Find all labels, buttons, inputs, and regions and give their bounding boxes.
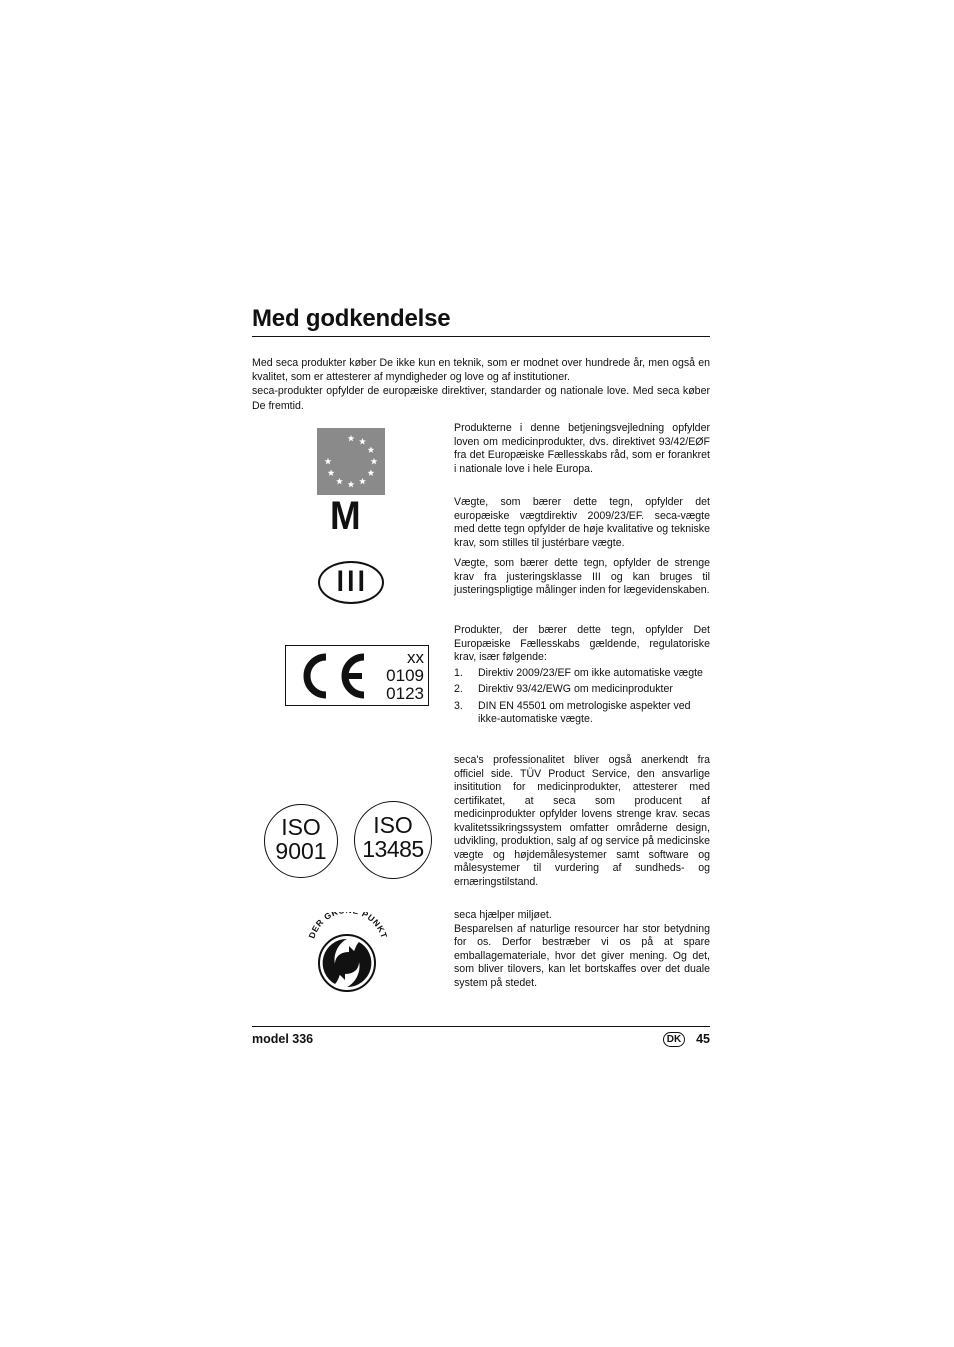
list-number: 1.	[454, 666, 463, 679]
environment-section-text: Besparelsen af naturlige resourcer har stor betydning for os. Derfor bestræber vi os på at spare emballagemateriale, hvor det giver mening. Og det, som bliver tilovers, kan let bortskaffes over det duale system på stedet.	[454, 922, 710, 989]
list-text: Direktiv 93/42/EWG om medicinprodukter	[478, 683, 673, 695]
ce-section	[454, 624, 710, 730]
iso-number: 9001	[275, 838, 327, 864]
footer-page-info	[663, 1031, 710, 1051]
intro-paragraph: seca-produkter opfylder de europæiske direktiver, standarder og nationale love. Med seca køber De fremtid.	[252, 385, 710, 412]
iso-label: ISO	[373, 812, 413, 838]
eu-flag-icon	[317, 428, 385, 495]
page-number: 45	[696, 1032, 710, 1046]
accuracy-class-three-mark	[318, 561, 384, 604]
ce-section-text: Produkter, der bærer dette tegn, opfylder Det Europæiske Fællesskabs gældende, regulatoriske krav, især følgende:	[454, 624, 710, 663]
class-three-section	[454, 557, 710, 598]
list-text: DIN EN 45501 om metrologiske aspekter ved ikke-automatiske vægte.	[478, 699, 691, 725]
metrology-section-text: Vægte, som bærer dette tegn, opfylder det europæiske vægtdirektiv 2009/23/EF. seca-vægte med dette tegn opfylder de høje kvalitative og tekniske krav, som stilles til justérbare vægte.	[454, 496, 710, 549]
iso-number: 13485	[362, 836, 424, 862]
list-item	[454, 683, 710, 697]
title-divider	[252, 336, 710, 337]
metrology-section	[454, 496, 710, 550]
environment-heading: seca hjælper miljøet.	[454, 909, 552, 921]
list-item	[454, 700, 710, 727]
list-number: 2.	[454, 683, 463, 695]
ce-code: 0123	[386, 684, 424, 703]
iso-section	[454, 754, 710, 889]
green-dot-icon	[305, 912, 391, 998]
intro-paragraph: Med seca produkter køber De ikke kun en teknik, som er modnet over hundrede år, men også en kvalitet, som er attesterer af myndigheder og love og af institutioner.	[252, 357, 710, 384]
eu-section	[454, 422, 710, 476]
intro-text	[252, 356, 710, 413]
ce-mark-box	[285, 645, 429, 706]
iso-13485-badge	[354, 801, 432, 879]
iso-section-text: seca's professionalitet bliver også anerkendt fra officiel side. TÜV Product Service, den ansvarlige insititution for medicinprodukter, attesterer med certifikatet, at seca som producent af medicinprodukter opfylder lovens strenge krav. secas kvalitetssikringssystem omfatter områderne design, udvikling, produktion, salg af og service på medicinske vægte og højdemålesystemer samt software og målesystemer til vurdering af sundheds- og ernæringstilstand.	[454, 754, 710, 888]
ce-code: 0109	[386, 666, 424, 685]
ce-code: xx	[407, 648, 424, 667]
footer-divider	[252, 1026, 710, 1027]
list-text: Direktiv 2009/23/EF om ikke automatiske vægte	[478, 666, 703, 679]
environment-section	[454, 909, 710, 990]
ce-mark-icon	[294, 650, 374, 702]
class-three-section-text: Vægte, som bærer dette tegn, opfylder de strenge krav fra justeringsklasse III og kan bruges til justeringspligtige målinger inden for lægevidenskaben.	[454, 557, 710, 596]
iso-label: ISO	[281, 814, 321, 840]
svg-text:DER GRÜNE PUNKT: DER GR PUNKT	[306, 912, 390, 940]
page-title: Med godkendelse	[252, 305, 451, 332]
eu-section-text: Produkterne i denne betjeningsvejledning opfylder loven om medicinprodukter, dvs. direktivet 93/42/EØF fra det Europæiske Fællesskabs råd, som er forankret i nationale love i hele Europa.	[454, 422, 710, 475]
footer-model: model 336	[252, 1032, 314, 1046]
language-badge: DK	[663, 1032, 685, 1047]
iso-9001-badge	[264, 804, 338, 878]
class-three-label: III	[337, 565, 369, 598]
list-number: 3.	[454, 699, 463, 712]
metrology-m-mark: M	[330, 494, 361, 538]
directive-list	[454, 667, 710, 727]
ce-code-list	[386, 649, 424, 703]
list-item	[454, 667, 710, 681]
